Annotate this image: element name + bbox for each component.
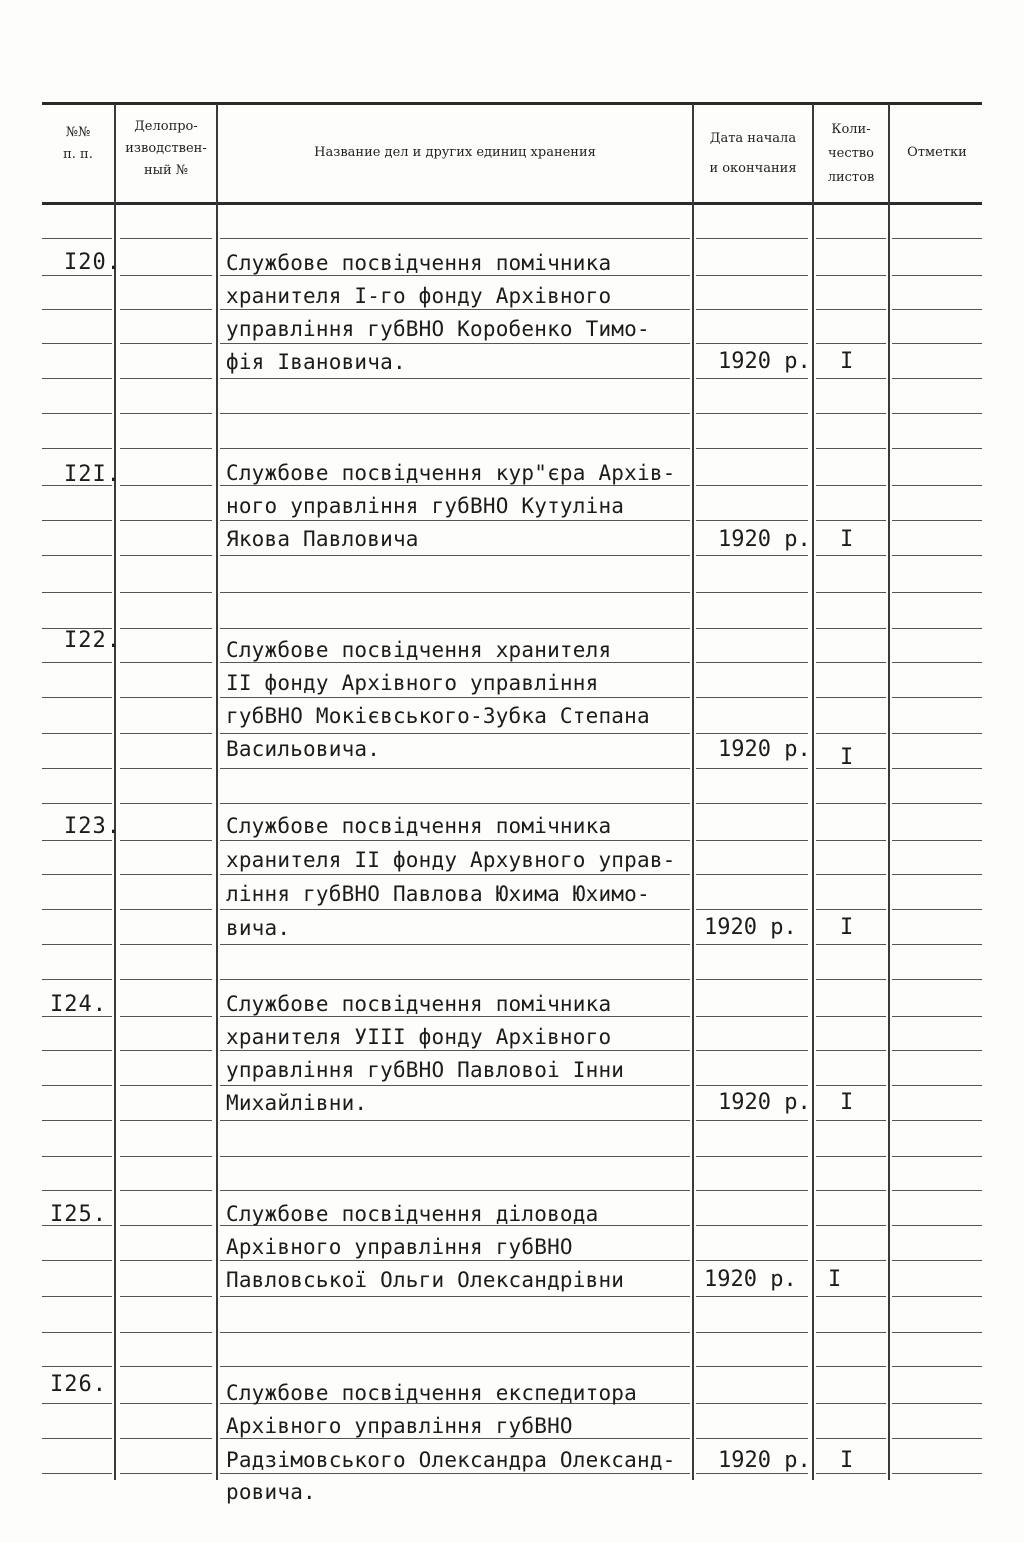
ruled-line — [42, 1296, 112, 1297]
ruled-line — [816, 979, 886, 980]
ruled-line — [892, 592, 982, 593]
ruled-line — [892, 275, 982, 276]
ruled-line — [696, 768, 808, 769]
ruled-line — [42, 592, 112, 593]
ruled-line — [892, 1225, 982, 1226]
ruled-line — [892, 485, 982, 486]
ruled-line — [892, 874, 982, 875]
record-title-line: Службове посвідчення помічника — [226, 251, 612, 275]
header-col-dates — [694, 124, 812, 184]
record-number: I23. — [64, 814, 121, 839]
ruled-line — [696, 413, 808, 414]
ruled-line — [696, 485, 808, 486]
ruled-line — [120, 1156, 212, 1157]
ruled-line — [696, 592, 808, 593]
record-date: 1920 р. — [718, 737, 811, 762]
column-separator-5 — [888, 104, 890, 1480]
ruled-line — [892, 662, 982, 663]
record-number: I25. — [50, 1202, 107, 1227]
ruled-line — [696, 840, 808, 841]
header-col-dates-line: и окончания — [709, 161, 797, 176]
record-title-line: управління губВНО Павловоі Інни — [226, 1058, 625, 1082]
ruled-line — [816, 909, 886, 910]
ruled-line — [696, 1473, 808, 1474]
record-title-line: Радзімовського Олександра Олександ- — [226, 1448, 676, 1472]
header-col-office-line: Делопро- — [134, 119, 198, 134]
record-date: 1920 р. — [718, 349, 811, 374]
ruled-line — [892, 1366, 982, 1367]
ruled-line — [816, 1473, 886, 1474]
ruled-line — [892, 979, 982, 980]
ruled-line — [696, 944, 808, 945]
ruled-line — [120, 733, 212, 734]
ruled-line — [220, 979, 690, 980]
ruled-line — [120, 1473, 212, 1474]
header-col-dates-line: Дата начала — [709, 131, 797, 146]
ruled-line — [816, 840, 886, 841]
ruled-line — [42, 1085, 112, 1086]
record-title-line: Архівного управління губВНО — [226, 1235, 573, 1259]
ruled-line — [696, 1120, 808, 1121]
ruled-line — [220, 485, 690, 486]
ruled-line — [892, 1016, 982, 1017]
ruled-line — [220, 1120, 690, 1121]
record-number: I26. — [50, 1372, 107, 1397]
ruled-line — [696, 1050, 808, 1051]
ruled-line — [696, 1190, 808, 1191]
ruled-line — [696, 343, 808, 344]
ruled-line — [120, 520, 212, 521]
ruled-line — [120, 309, 212, 310]
header-col-notes — [890, 142, 984, 164]
ruled-line — [220, 768, 690, 769]
ruled-line — [220, 413, 690, 414]
ruled-line — [220, 1085, 690, 1086]
ruled-line — [816, 874, 886, 875]
record-number: I2I. — [64, 462, 121, 487]
ruled-line — [892, 413, 982, 414]
ruled-line — [696, 979, 808, 980]
ruled-line — [120, 555, 212, 556]
ruled-line — [696, 874, 808, 875]
ruled-line — [892, 1296, 982, 1297]
record-sheets: I — [840, 745, 854, 770]
ruled-line — [220, 1156, 690, 1157]
ruled-line — [892, 840, 982, 841]
record-date: 1920 р. — [704, 915, 797, 940]
ruled-line — [892, 1403, 982, 1404]
ruled-line — [220, 592, 690, 593]
header-col-num-line: п. п. — [63, 147, 93, 162]
column-separator-1 — [114, 104, 116, 1480]
ruled-line — [892, 309, 982, 310]
ruled-line — [120, 1260, 212, 1261]
ruled-line — [816, 803, 886, 804]
ruled-line — [892, 238, 982, 239]
ruled-line — [42, 1190, 112, 1191]
ruled-line — [816, 1050, 886, 1051]
record-date: 1920 р. — [718, 1448, 811, 1473]
ruled-line — [696, 733, 808, 734]
ruled-line — [696, 238, 808, 239]
ruled-line — [120, 1190, 212, 1191]
ruled-line — [696, 1225, 808, 1226]
ruled-line — [696, 662, 808, 663]
ruled-line — [816, 1120, 886, 1121]
ruled-line — [696, 520, 808, 521]
ruled-line — [120, 378, 212, 379]
ruled-line — [696, 1438, 808, 1439]
ruled-line — [892, 520, 982, 521]
ruled-line — [220, 909, 690, 910]
ruled-line — [816, 1190, 886, 1191]
ruled-line — [816, 662, 886, 663]
ruled-line — [220, 662, 690, 663]
record-title-line: хранителя II фонду Архувного управ- — [226, 848, 676, 872]
ruled-line — [220, 555, 690, 556]
ruled-line — [42, 413, 112, 414]
ruled-line — [220, 697, 690, 698]
record-title-line: Службове посвідчення кур"єра Архів- — [226, 461, 676, 485]
ruled-line — [42, 1050, 112, 1051]
header-bottom-rule — [42, 202, 982, 205]
ruled-line — [696, 448, 808, 449]
ruled-line — [42, 1156, 112, 1157]
record-title-line: Службове посвідчення експедитора — [226, 1381, 637, 1405]
ruled-line — [220, 874, 690, 875]
ruled-line — [816, 944, 886, 945]
ruled-line — [220, 803, 690, 804]
ruled-line — [120, 1403, 212, 1404]
ruled-line — [42, 555, 112, 556]
record-sheets: I — [840, 527, 854, 552]
column-separator-2 — [216, 104, 218, 1480]
ruled-line — [120, 768, 212, 769]
ruled-line — [220, 1260, 690, 1261]
ruled-line — [816, 1085, 886, 1086]
ruled-line — [816, 1403, 886, 1404]
ruled-line — [42, 309, 112, 310]
ruled-line — [220, 1016, 690, 1017]
ruled-line — [816, 413, 886, 414]
record-title-line: Службове посвідчення помічника — [226, 814, 612, 838]
ruled-line — [892, 909, 982, 910]
ruled-line — [816, 733, 886, 734]
ruled-line — [42, 909, 112, 910]
ruled-line — [816, 628, 886, 629]
ruled-line — [220, 840, 690, 841]
ruled-line — [696, 1403, 808, 1404]
record-title-line: Службове посвідчення помічника — [226, 992, 612, 1016]
ruled-line — [220, 238, 690, 239]
record-sheets: I — [828, 1267, 842, 1292]
ruled-line — [120, 1296, 212, 1297]
record-sheets: I — [840, 1090, 854, 1115]
ruled-line — [42, 275, 112, 276]
ruled-line — [816, 238, 886, 239]
ruled-line — [816, 1296, 886, 1297]
ruled-line — [42, 1332, 112, 1333]
ruled-line — [696, 378, 808, 379]
ruled-line — [696, 697, 808, 698]
ruled-line — [816, 555, 886, 556]
ruled-line — [220, 628, 690, 629]
ruled-line — [892, 1438, 982, 1439]
ruled-line — [892, 803, 982, 804]
header-col-num-line: №№ — [65, 125, 91, 140]
ruled-line — [120, 840, 212, 841]
ruled-line — [42, 1366, 112, 1367]
record-sheets: I — [840, 349, 854, 374]
ruled-line — [120, 275, 212, 276]
ruled-line — [120, 1120, 212, 1121]
ruled-line — [816, 1016, 886, 1017]
ruled-line — [120, 1085, 212, 1086]
record-date: 1920 р. — [718, 527, 811, 552]
record-title-line: управління губВНО Коробенко Тимо- — [226, 317, 650, 341]
ruled-line — [220, 275, 690, 276]
ruled-line — [816, 378, 886, 379]
ruled-line — [816, 309, 886, 310]
ruled-line — [220, 309, 690, 310]
ruled-line — [42, 1473, 112, 1474]
ruled-line — [220, 1473, 690, 1474]
record-number: I22. — [64, 628, 121, 653]
record-title-line: ного управління губВНО Кутуліна — [226, 494, 625, 518]
ruled-line — [42, 448, 112, 449]
ruled-line — [816, 1332, 886, 1333]
ruled-line — [892, 733, 982, 734]
ruled-line — [816, 520, 886, 521]
ruled-line — [120, 1332, 212, 1333]
ruled-line — [816, 448, 886, 449]
ruled-line — [892, 378, 982, 379]
record-title-line: ровича. — [226, 1480, 316, 1504]
header-col-num — [42, 122, 114, 166]
ruled-line — [220, 448, 690, 449]
record-title-line: Павловської Ольги Олександрівни — [226, 1268, 625, 1292]
ruled-line — [816, 592, 886, 593]
ruled-line — [220, 733, 690, 734]
ruled-line — [892, 1120, 982, 1121]
ruled-line — [220, 1050, 690, 1051]
record-title-line: Службове посвідчення діловода — [226, 1202, 599, 1226]
header-col-office — [116, 116, 216, 182]
ruled-line — [816, 1156, 886, 1157]
ruled-line — [892, 697, 982, 698]
ruled-line — [120, 1016, 212, 1017]
header-col-title — [218, 142, 692, 164]
ruled-line — [120, 697, 212, 698]
ruled-line — [42, 979, 112, 980]
record-sheets: I — [840, 915, 854, 940]
header-col-office-line: ный № — [143, 163, 189, 178]
ruled-line — [220, 1438, 690, 1439]
ruled-line — [816, 485, 886, 486]
ruled-line — [696, 1366, 808, 1367]
ruled-line — [816, 1366, 886, 1367]
ruled-line — [42, 733, 112, 734]
ruled-line — [220, 944, 690, 945]
ruled-line — [696, 803, 808, 804]
ruled-line — [120, 592, 212, 593]
header-col-office-line: изводствен- — [125, 141, 207, 156]
ruled-line — [220, 1190, 690, 1191]
ruled-line — [696, 628, 808, 629]
ruled-line — [892, 944, 982, 945]
ruled-line — [892, 1332, 982, 1333]
ruled-line — [120, 1050, 212, 1051]
ruled-line — [696, 555, 808, 556]
ruled-line — [42, 1120, 112, 1121]
ruled-line — [696, 1016, 808, 1017]
header-col-title-text: Название дел и других единиц хранения — [314, 145, 596, 160]
ruled-line — [42, 1260, 112, 1261]
ruled-line — [42, 343, 112, 344]
ruled-line — [696, 1296, 808, 1297]
ruled-line — [220, 1332, 690, 1333]
column-separator-3 — [692, 104, 694, 1480]
ruled-line — [120, 909, 212, 910]
ruled-line — [816, 275, 886, 276]
ruled-line — [892, 1190, 982, 1191]
record-number: I24. — [50, 992, 107, 1017]
ruled-line — [220, 343, 690, 344]
ruled-line — [220, 1366, 690, 1367]
record-title-line: фія Івановича. — [226, 350, 406, 374]
record-title-line: Михайлівни. — [226, 1091, 368, 1115]
ruled-line — [42, 662, 112, 663]
ruled-line — [892, 768, 982, 769]
ruled-line — [42, 944, 112, 945]
ruled-line — [696, 909, 808, 910]
record-title-line: II фонду Архівного управління — [226, 671, 599, 695]
ruled-line — [220, 1296, 690, 1297]
ruled-line — [120, 1438, 212, 1439]
ruled-line — [120, 448, 212, 449]
ruled-line — [892, 555, 982, 556]
record-date: 1920 р. — [704, 1267, 797, 1292]
ruled-line — [42, 874, 112, 875]
ruled-line — [220, 520, 690, 521]
header-col-sheets — [814, 118, 888, 190]
ruled-line — [696, 275, 808, 276]
ruled-line — [816, 697, 886, 698]
ruled-line — [42, 840, 112, 841]
ruled-line — [816, 1260, 886, 1261]
ruled-line — [42, 238, 112, 239]
ruled-line — [816, 1225, 886, 1226]
ruled-line — [892, 1260, 982, 1261]
record-title-line: хранителя I-го фонду Архівного — [226, 284, 612, 308]
header-col-sheets-line: Коли- — [831, 122, 871, 137]
record-title-line: Васильовича. — [226, 737, 381, 761]
ruled-line — [120, 979, 212, 980]
record-title-line: Якова Павловича — [226, 527, 419, 551]
ruled-line — [892, 628, 982, 629]
ruled-line — [120, 1225, 212, 1226]
ruled-line — [120, 944, 212, 945]
ruled-line — [120, 662, 212, 663]
ruled-line — [42, 520, 112, 521]
record-title-line: губВНО Мокієвського-Зубка Степана — [226, 704, 650, 728]
ruled-line — [120, 1366, 212, 1367]
record-title-line: Архівного управління губВНО — [226, 1414, 573, 1438]
ruled-line — [120, 628, 212, 629]
record-title-line: хранителя УIII фонду Архівного — [226, 1025, 612, 1049]
record-number: I20. — [64, 250, 121, 275]
record-title-line: ління губВНО Павлова Юхима Юхимо- — [226, 882, 650, 906]
header-col-notes-text: Отметки — [907, 145, 967, 160]
ruled-line — [696, 1332, 808, 1333]
ruled-line — [42, 1403, 112, 1404]
ruled-line — [892, 1156, 982, 1157]
ruled-line — [120, 874, 212, 875]
ruled-line — [892, 343, 982, 344]
ruled-line — [816, 1438, 886, 1439]
ruled-line — [120, 343, 212, 344]
header-col-sheets-line: чество — [828, 146, 874, 161]
record-title-line: вича. — [226, 916, 291, 940]
ruled-line — [120, 238, 212, 239]
ruled-line — [696, 1156, 808, 1157]
ruled-line — [220, 378, 690, 379]
ruled-line — [816, 343, 886, 344]
record-sheets: I — [840, 1448, 854, 1473]
ruled-line — [120, 413, 212, 414]
header-top-rule — [42, 102, 982, 105]
header-col-sheets-line: листов — [827, 170, 875, 185]
ruled-line — [42, 378, 112, 379]
ruled-line — [696, 309, 808, 310]
record-date: 1920 р. — [718, 1090, 811, 1115]
ruled-line — [42, 803, 112, 804]
ruled-line — [696, 1260, 808, 1261]
ruled-line — [120, 803, 212, 804]
ruled-line — [696, 1085, 808, 1086]
ruled-line — [42, 768, 112, 769]
column-separator-4 — [812, 104, 814, 1480]
ruled-line — [892, 1473, 982, 1474]
ruled-line — [892, 448, 982, 449]
ruled-line — [892, 1050, 982, 1051]
ruled-line — [42, 1438, 112, 1439]
ruled-line — [42, 697, 112, 698]
record-title-line: Службове посвідчення хранителя — [226, 638, 612, 662]
ruled-line — [892, 1085, 982, 1086]
ruled-line — [120, 485, 212, 486]
